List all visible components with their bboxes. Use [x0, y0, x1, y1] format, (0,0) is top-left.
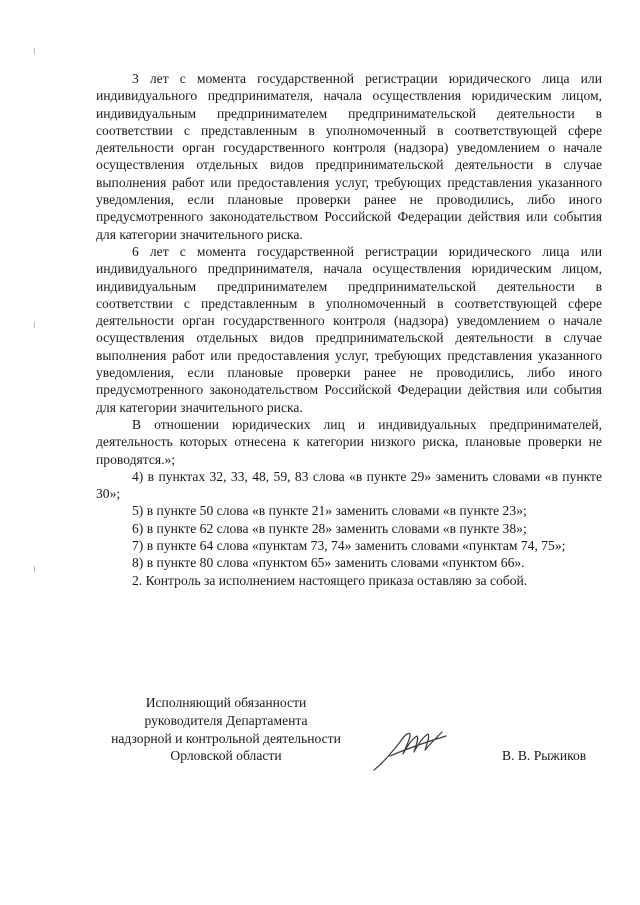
signer-position-line: Исполняющий обязанности	[145, 695, 307, 710]
paragraph-3-years: 3 лет с момента государственной регистрации юридического лица или индивидуального предпринимателя, начала осуществления юридическим лицом, индивидуальным предпринимателем предпринимательской деятельности в соответствии с представленным в уполномоченный в соответствующей сфере деятельности орган государственного контроля (надзора) уведомлением о начале осуществления отдельных видов предпринимательской деятельности в случае выполнения работ или предоставления услуг, требующих представления указанного уведомления, если плановые проверки ранее не проводились, либо иного предусмотренного законодательством Российской Федерации действия или события для категории значительного риска.	[96, 71, 602, 242]
signer-position	[96, 694, 356, 765]
handwritten-signature	[370, 722, 450, 774]
control-clause: 2. Контроль за исполнением настоящего приказа оставляю за собой.	[132, 572, 528, 588]
amendment-item-4: 4) в пунктах 32, 33, 48, 59, 83 слова «в пункте 29» заменить словами «в пункте 30»;	[96, 468, 602, 502]
document-body	[96, 70, 602, 589]
scan-margin-mark	[34, 322, 35, 328]
paragraph-6-years: 6 лет с момента государственной регистрации юридического лица или индивидуального предпринимателя, начала осуществления юридическим лицом, индивидуальным предпринимателем предпринимательской деятельности в соответствии с представленным в уполномоченный в соответствующей сфере деятельности орган государственного контроля (надзора) уведомлением о начале осуществления отдельных видов предпринимательской деятельности в случае выполнения работ или предоставления услуг, требующих представления указанного уведомления, если плановые проверки ранее не проводились, либо иного предусмотренного законодательством Российской Федерации действия или события для категории значительного риска.	[96, 243, 602, 415]
amendment-item-6: 6) в пункте 62 слова «в пункте 28» заменить словами «в пункте 38»;	[132, 520, 527, 536]
signer-position-line: руководителя Департамента	[144, 712, 308, 728]
signer-position-line: Орловской области	[170, 748, 282, 764]
amendment-item-5: 5) в пункте 50 слова «в пункте 21» заменить словами «в пункте 23»;	[132, 503, 527, 519]
scan-margin-mark	[34, 566, 35, 572]
amendment-item-7: 7) в пункте 64 слова «пунктам 73, 74» заменить словами «пунктам 74, 75»;	[132, 538, 566, 554]
signer-name: В. В. Рыжиков	[502, 748, 587, 763]
amendment-item-8: 8) в пункте 80 слова «пунктом 65» заменить словами «пунктом 66».	[132, 555, 525, 571]
signer-position-line: надзорной и контрольной деятельности	[111, 730, 341, 746]
paragraph-low-risk: В отношении юридических лиц и индивидуальных предпринимателей, деятельность которых отнесена к категории низкого риска, плановые проверки не проводятся.»;	[96, 416, 602, 467]
scan-margin-mark	[34, 48, 35, 54]
